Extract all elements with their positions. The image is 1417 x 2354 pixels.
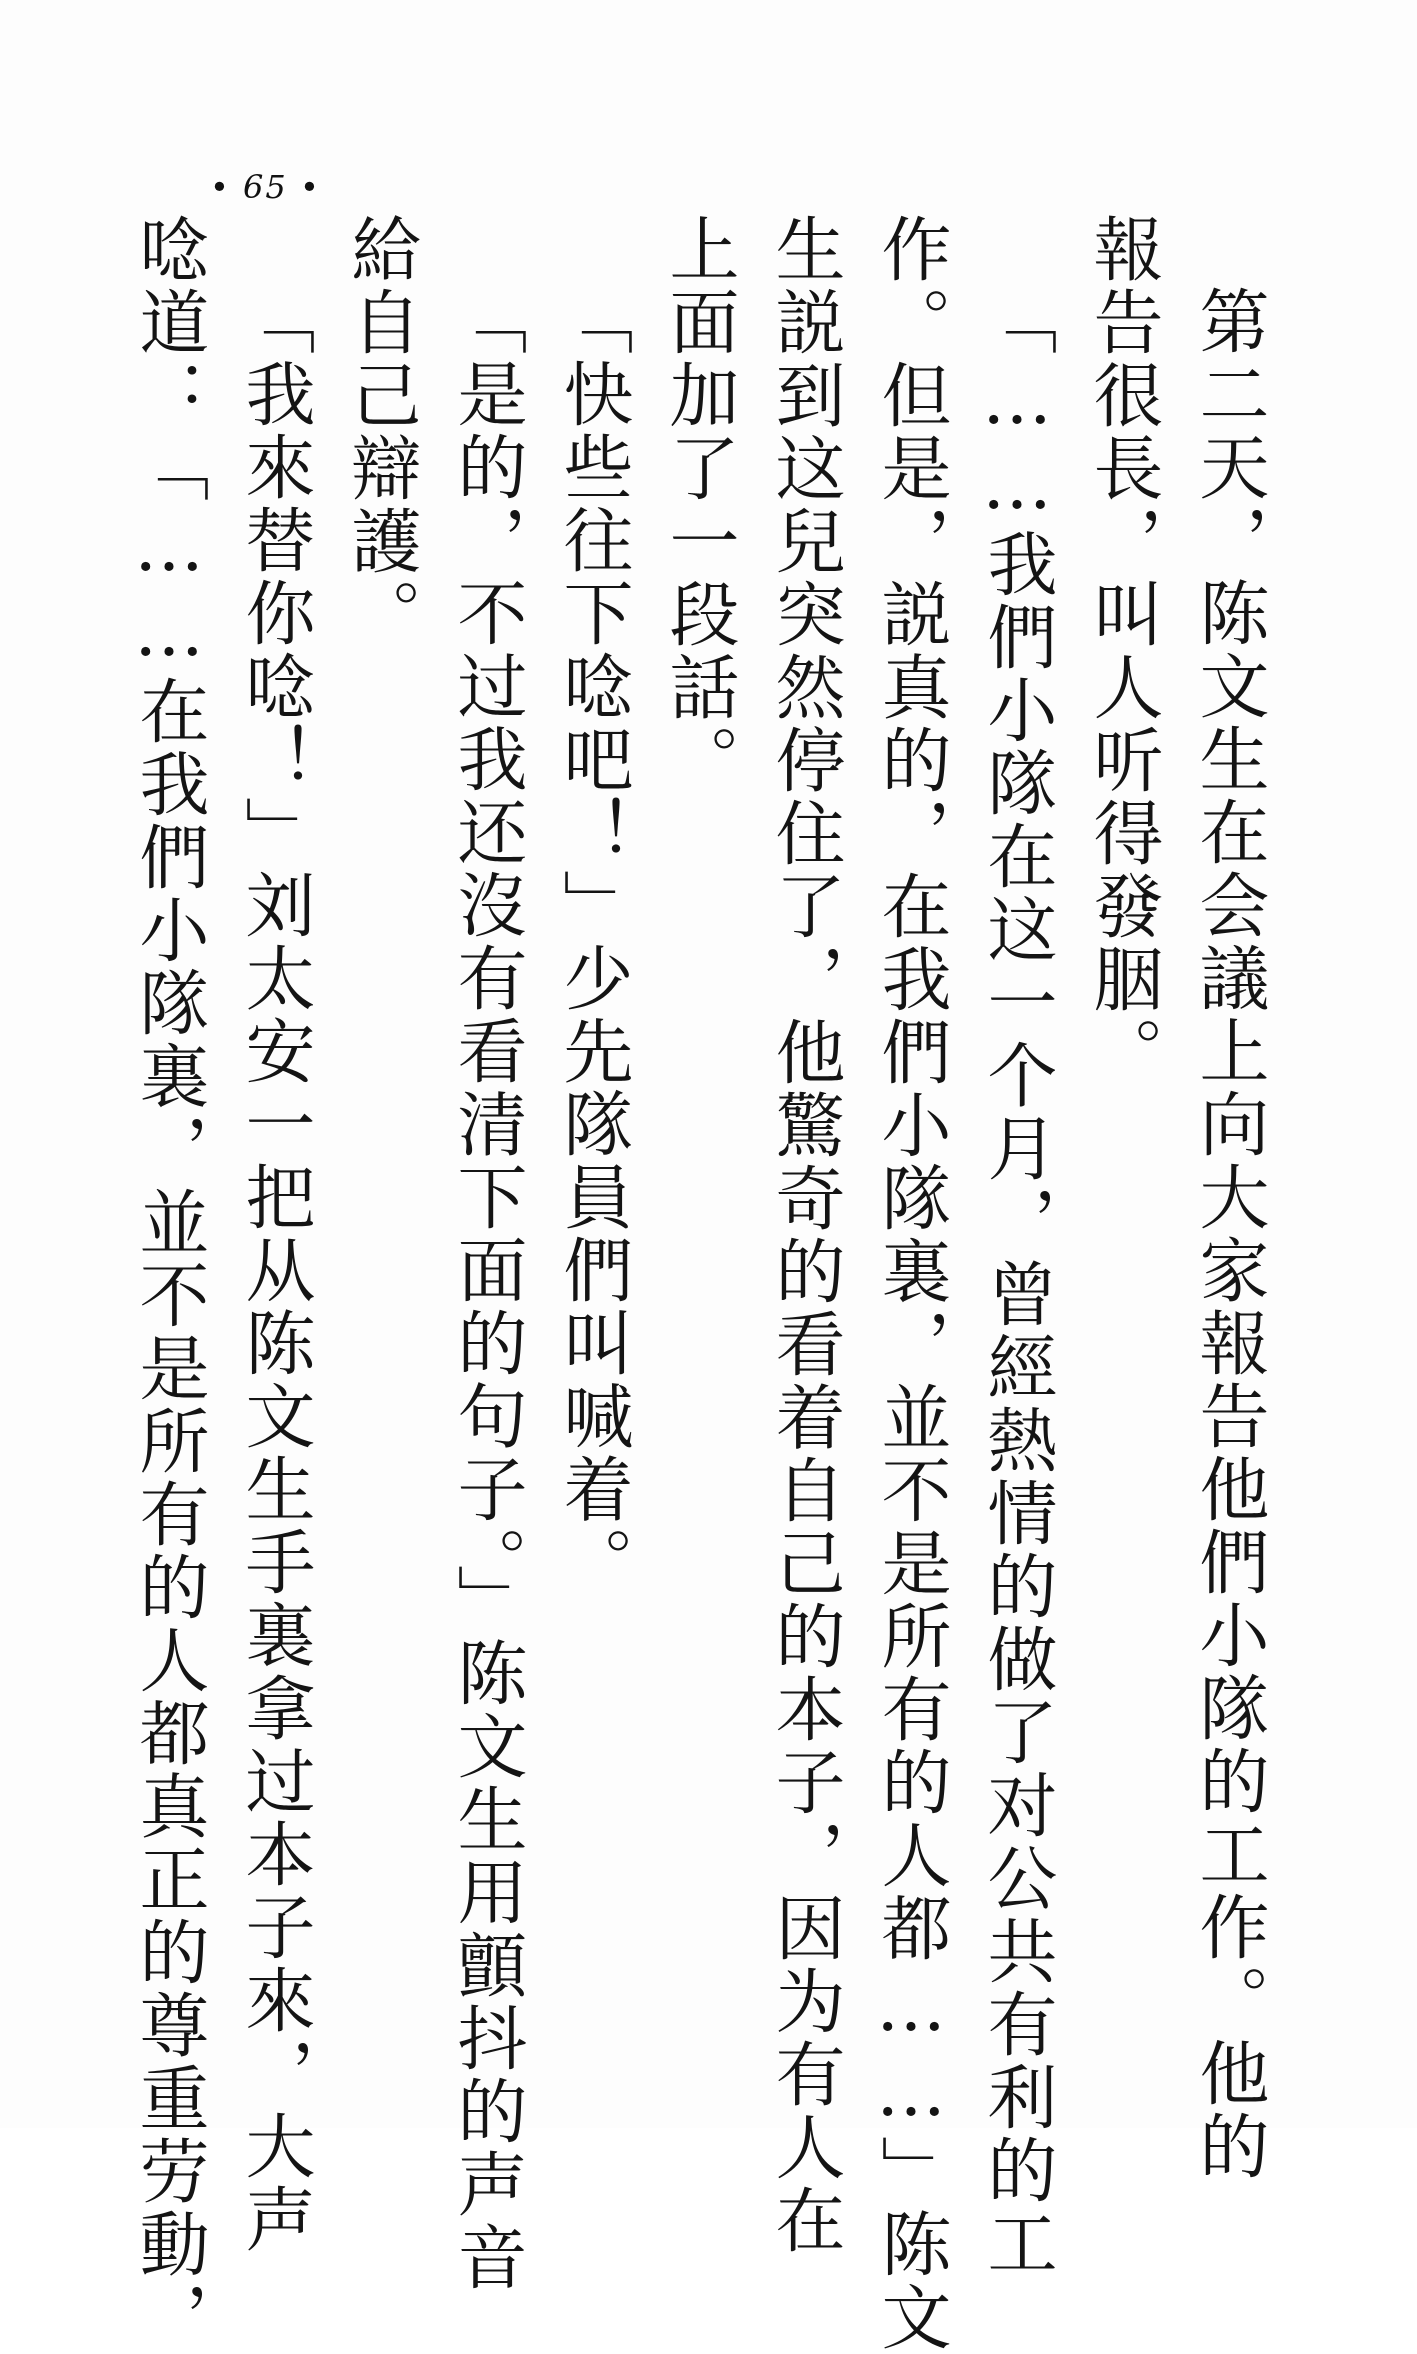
text-column: 「快些往下唸吧！」少先隊員們叫喊着。	[552, 285, 634, 1599]
text-column: 作。但是，説真的，在我們小隊裏，並不是所有的人都……」陈文	[870, 213, 952, 2354]
text-column: 「是的，不过我还沒有看清下面的句子。」陈文生用顫抖的声音	[446, 285, 528, 2294]
text-column: 報告很長，叫人听得發胭。	[1082, 213, 1164, 1089]
text-column: 唸道：「……在我們小隊裏，並不是所有的人都真正的尊重劳動，	[128, 213, 210, 2354]
text-column: 「我來替你唸！」刘太安一把从陈文生手裏拿过本子來，大声	[234, 285, 316, 2256]
text-column: 給自己辯護。	[340, 213, 422, 651]
text-column: 生説到这兒突然停住了，他驚奇的看着自己的本子，因为有人在	[764, 213, 846, 2257]
text-column: 上面加了一段話。	[658, 213, 740, 797]
text-column: 「……我們小隊在这一个月，曾經熱情的做了对公共有利的工	[976, 285, 1058, 2280]
page-number: • 65 •	[210, 168, 321, 206]
vertical-text-body	[116, 213, 1282, 2354]
text-column: 第二天，陈文生在会議上向大家報告他們小隊的工作。他的	[1188, 285, 1270, 2183]
